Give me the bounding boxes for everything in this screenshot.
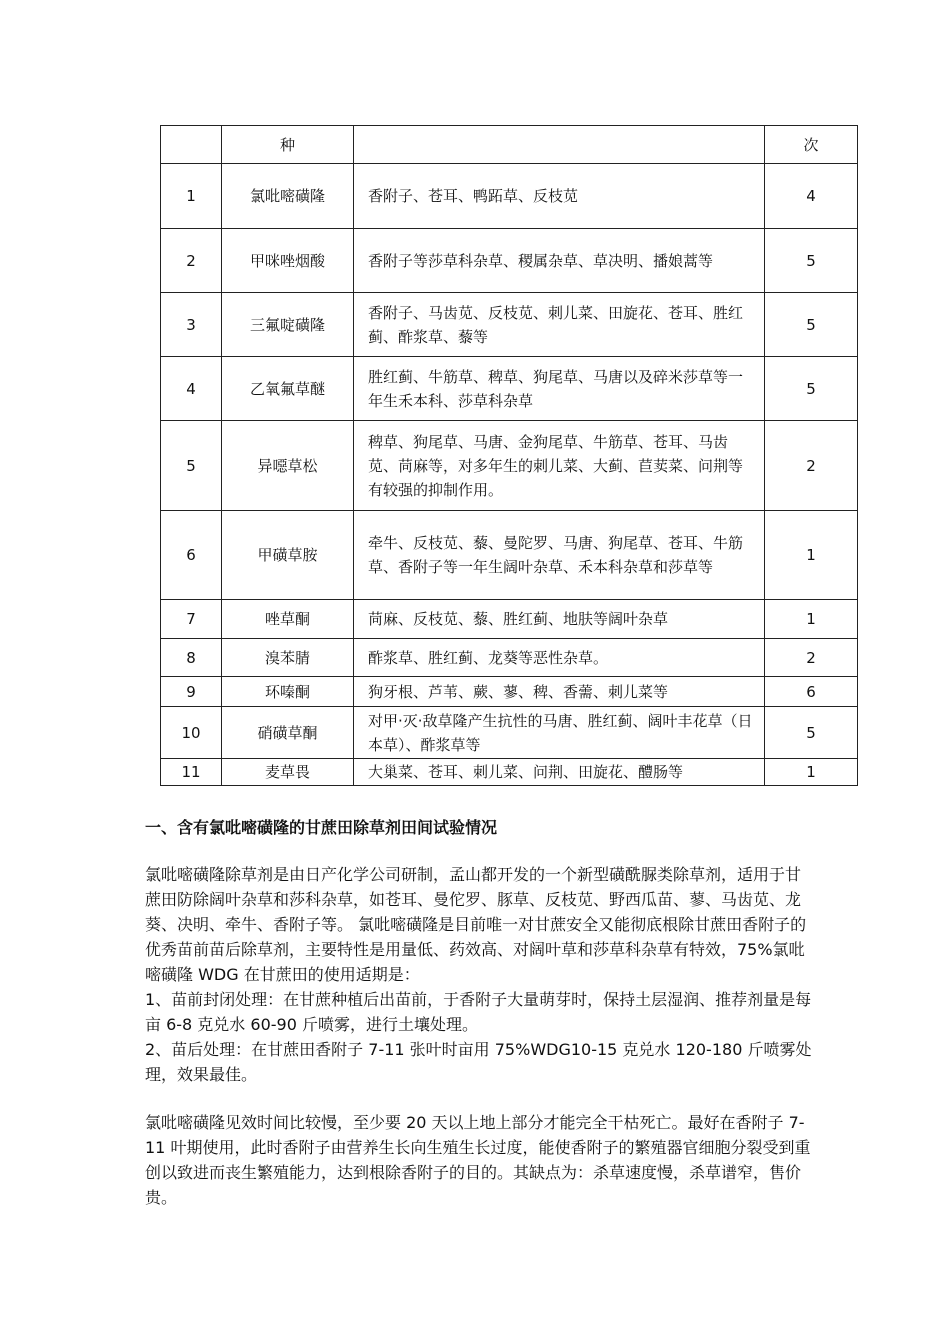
row-herbicide: 氯吡嘧磺隆 (222, 164, 354, 229)
row-weeds: 对甲·灭·敌草隆产生抗性的马唐、胜红蓟、阔叶丰花草（日本草）、酢浆草等 (354, 707, 765, 759)
table-row (161, 293, 858, 357)
row-no: 11 (161, 759, 222, 786)
row-no: 4 (161, 357, 222, 421)
row-no: 5 (161, 421, 222, 511)
row-no: 1 (161, 164, 222, 229)
row-no: 8 (161, 639, 222, 677)
table-row (161, 639, 858, 677)
row-weeds: 稗草、狗尾草、马唐、金狗尾草、牛筋草、苍耳、马齿苋、苘麻等，对多年生的刺儿菜、大蓟、苣荬菜、问荆等有较强的抑制作用。 (354, 421, 765, 511)
body-text-block (145, 862, 813, 1087)
paragraph-pre-emergence: 1、苗前封闭处理：在甘蔗种植后出苗前，于香附子大量萌芽时，保持土层湿润、推荐剂量是每亩 6-8 克兑水 60-90 斤喷雾，进行土壤处理。 (145, 990, 812, 1034)
table-row (161, 677, 858, 707)
table-row (161, 421, 858, 511)
row-herbicide: 硝磺草酮 (222, 707, 354, 759)
section-heading: 一、含有氯吡嘧磺隆的甘蔗田除草剂田间试验情况 (145, 818, 498, 837)
row-weeds: 狗牙根、芦苇、蕨、蓼、稗、香薷、刺儿菜等 (354, 677, 765, 707)
paragraph-intro: 氯吡嘧磺隆除草剂是由日产化学公司研制，孟山都开发的一个新型磺酰脲类除草剂，适用于甘蔗田防除阔叶杂草和莎科杂草，如苍耳、曼佗罗、豚草、反枝苋、野西瓜苗、蓼、马齿苋、龙葵、决明、牵牛、香附子等。 氯吡嘧磺隆是目前唯一对甘蔗安全又能彻底根除甘蔗田香附子的优秀苗前苗后除草剂，主要特性是用量低、药效高、对阔叶草和莎草科杂草有特效，75%氯吡嘧磺隆 WDG 在甘蔗田的使用适期是： (145, 865, 807, 984)
header-name: 种 (222, 126, 354, 164)
table-row (161, 164, 858, 229)
row-times: 2 (765, 421, 858, 511)
table-header-row (161, 126, 858, 164)
row-herbicide: 麦草畏 (222, 759, 354, 786)
herbicide-table (160, 125, 858, 786)
row-herbicide: 唑草酮 (222, 600, 354, 639)
row-times: 5 (765, 357, 858, 421)
row-weeds: 酢浆草、胜红蓟、龙葵等恶性杂草。 (354, 639, 765, 677)
row-herbicide: 乙氧氟草醚 (222, 357, 354, 421)
header-no (161, 126, 222, 164)
row-weeds: 香附子、苍耳、鸭跖草、反枝苋 (354, 164, 765, 229)
row-herbicide: 溴苯腈 (222, 639, 354, 677)
table-row (161, 600, 858, 639)
row-no: 10 (161, 707, 222, 759)
row-weeds: 牵牛、反枝苋、藜、曼陀罗、马唐、狗尾草、苍耳、牛筋草、香附子等一年生阔叶杂草、禾本科杂草和莎草等 (354, 511, 765, 600)
row-no: 6 (161, 511, 222, 600)
row-times: 1 (765, 759, 858, 786)
row-times: 5 (765, 293, 858, 357)
header-weeds (354, 126, 765, 164)
row-times: 4 (765, 164, 858, 229)
table-row (161, 511, 858, 600)
paragraph-post-emergence: 2、苗后处理：在甘蔗田香附子 7-11 张叶时亩用 75%WDG10-15 克兑水 120-180 斤喷雾处理，效果最佳。 (145, 1040, 812, 1084)
table-row (161, 707, 858, 759)
row-times: 5 (765, 229, 858, 293)
row-herbicide: 异噁草松 (222, 421, 354, 511)
table-row (161, 229, 858, 293)
row-weeds: 大巢菜、苍耳、刺儿菜、问荆、田旋花、醴肠等 (354, 759, 765, 786)
row-times: 6 (765, 677, 858, 707)
row-weeds: 香附子等莎草科杂草、稷属杂草、草决明、播娘蒿等 (354, 229, 765, 293)
row-times: 1 (765, 600, 858, 639)
row-times: 5 (765, 707, 858, 759)
paragraph-effect: 氯吡嘧磺隆见效时间比较慢，至少要 20 天以上地上部分才能完全干枯死亡。最好在香附子 7-11 叶期使用，此时香附子由营养生长向生殖生长过度，能使香附子的繁殖器官细胞分裂受到重创以致进而丧生繁殖能力，达到根除香附子的目的。其缺点为：杀草速度慢，杀草谱窄，售价贵。 (145, 1113, 811, 1207)
row-no: 9 (161, 677, 222, 707)
row-no: 2 (161, 229, 222, 293)
row-weeds: 苘麻、反枝苋、藜、胜红蓟、地肤等阔叶杂草 (354, 600, 765, 639)
table-row (161, 759, 858, 786)
row-herbicide: 环嗪酮 (222, 677, 354, 707)
table-row (161, 357, 858, 421)
row-herbicide: 甲磺草胺 (222, 511, 354, 600)
header-times: 次 (765, 126, 858, 164)
row-no: 3 (161, 293, 222, 357)
row-herbicide: 三氟啶磺隆 (222, 293, 354, 357)
row-times: 1 (765, 511, 858, 600)
row-times: 2 (765, 639, 858, 677)
row-herbicide: 甲咪唑烟酸 (222, 229, 354, 293)
row-weeds: 胜红蓟、牛筋草、稗草、狗尾草、马唐以及碎米莎草等一年生禾本科、莎草科杂草 (354, 357, 765, 421)
row-no: 7 (161, 600, 222, 639)
body-text-block-2 (145, 1110, 813, 1210)
row-weeds: 香附子、马齿苋、反枝苋、刺儿菜、田旋花、苍耳、胜红蓟、酢浆草、藜等 (354, 293, 765, 357)
